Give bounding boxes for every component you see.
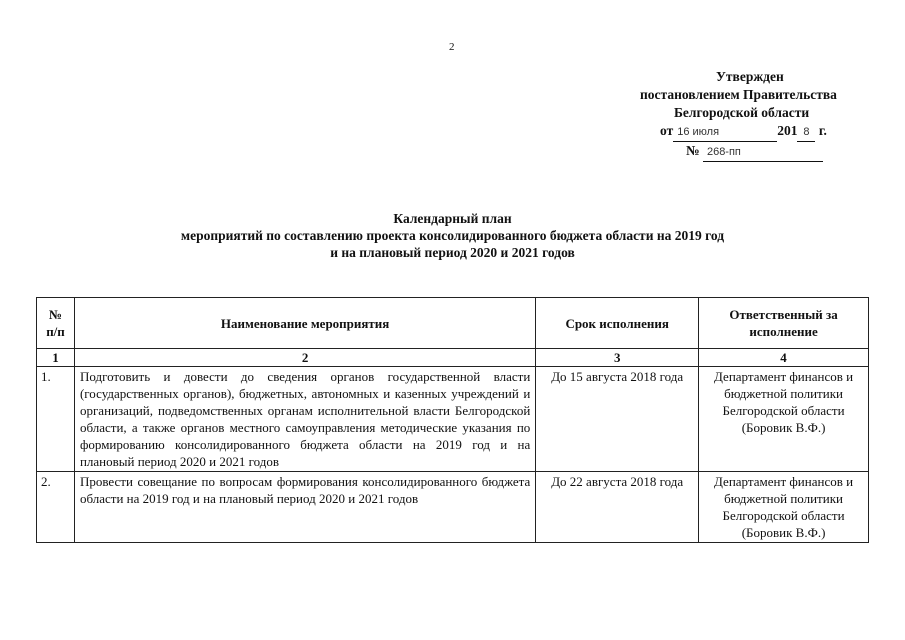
column-number: 3 (536, 349, 699, 367)
year-suffix: г. (818, 123, 827, 138)
table-header-row (37, 298, 869, 349)
deadline: До 15 августа 2018 года (536, 367, 699, 472)
approval-date-line (600, 122, 905, 142)
number-prefix: № (686, 143, 700, 158)
approval-decree: постановлением Правительства (640, 87, 837, 102)
row-number: 2. (37, 472, 75, 543)
deadline: До 22 августа 2018 года (536, 472, 699, 543)
title-line-1: Календарный план (393, 211, 512, 226)
approval-block (600, 68, 905, 162)
date-prefix: от (660, 123, 674, 138)
approval-number-line (600, 142, 905, 162)
handwritten-date: 16 июля (673, 123, 777, 142)
row-number: 1. (37, 367, 75, 472)
header-deadline: Срок исполнения (536, 298, 699, 349)
column-number: 2 (74, 349, 535, 367)
year-prefix: 201 (777, 123, 798, 138)
page-number: 2 (449, 41, 455, 53)
header-responsible: Ответственный за исполнение (699, 298, 869, 349)
header-activity: Наименование мероприятия (74, 298, 535, 349)
activity-name: Провести совещание по вопросам формирования консолидированного бюджета области на 2019 год и на плановый период 2020 и 2021 годов (74, 472, 535, 543)
responsible: Департамент финансов и бюджетной политики Белгородской области (Боровик В.Ф.) (699, 472, 869, 543)
table-row (37, 472, 869, 543)
plan-table (36, 297, 869, 543)
responsible: Департамент финансов и бюджетной политики Белгородской области (Боровик В.Ф.) (699, 367, 869, 472)
handwritten-year-digit: 8 (797, 123, 815, 142)
title-line-2: мероприятий по составлению проекта консолидированного бюджета области на 2019 год (180, 228, 725, 243)
handwritten-number: 268-пп (703, 143, 823, 162)
approval-region: Белгородской области (674, 105, 810, 120)
header-number: № п/п (37, 298, 75, 349)
column-number: 1 (37, 349, 75, 367)
table-row (37, 367, 869, 472)
activity-name: Подготовить и довести до сведения органов государственной власти (государственных органов), бюджетных, автономных и казенных учреждений и организаций, подведомственных органам исполнительной власти Белгородской области, а также органов местного самоуправления методические указания по формированию консолидированного бюджета области на 2019 год и на плановый период 2020 и 2021 годов (74, 367, 535, 472)
column-number-row (37, 349, 869, 367)
approval-title: Утвержден (716, 69, 784, 84)
document-title (0, 210, 905, 261)
column-number: 4 (699, 349, 869, 367)
title-line-3: и на плановый период 2020 и 2021 годов (330, 245, 575, 260)
